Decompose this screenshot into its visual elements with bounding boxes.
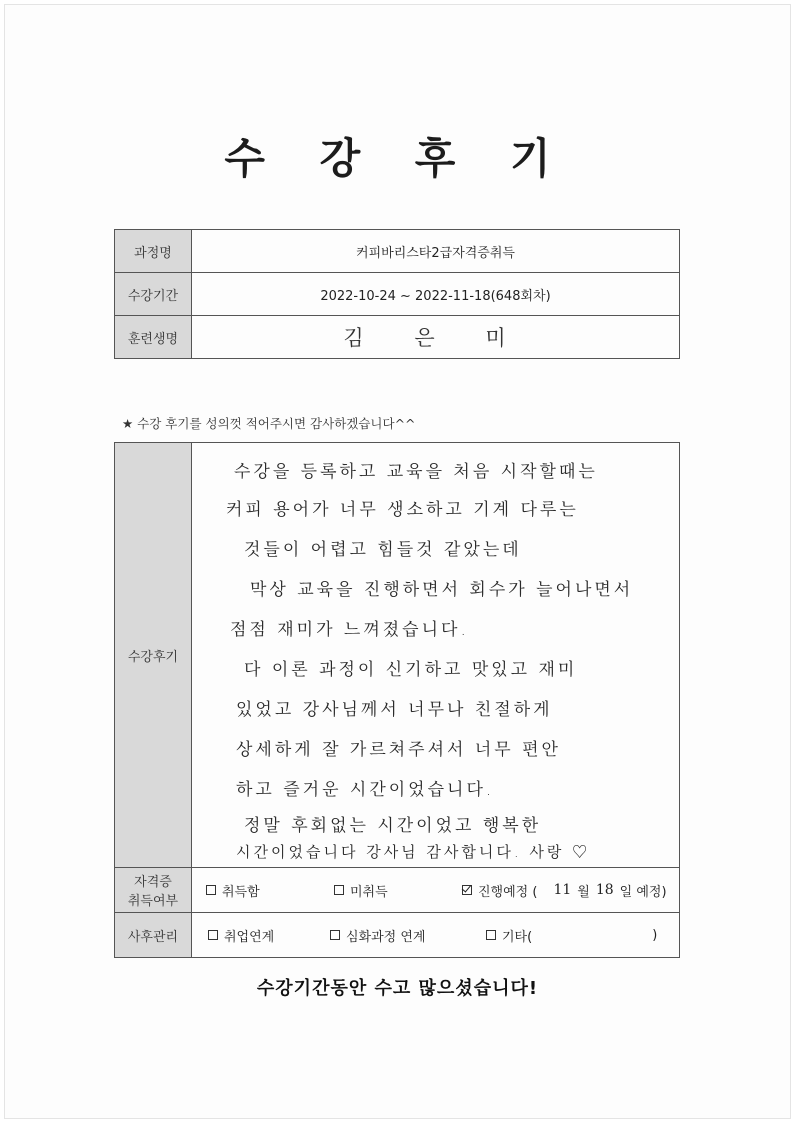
checkbox-other[interactable] (486, 930, 496, 940)
table-row (115, 273, 680, 316)
review-line: 막상 교육을 진행하면서 회수가 늘어나면서 (250, 580, 634, 600)
planned-month-unit: 월 (577, 884, 590, 900)
option-other-label: 기타( (502, 929, 533, 945)
checkbox-advanced[interactable] (330, 930, 340, 940)
certificate-label-line1: 자격증 (134, 875, 172, 890)
checkbox-planned[interactable] (462, 885, 472, 895)
planned-month: 11 (553, 882, 572, 898)
course-label: 과정명 (115, 230, 192, 273)
review-line: 있었고 강사님께서 너무나 친절하게 (236, 700, 553, 720)
option-not-acquired[interactable] (334, 881, 462, 900)
trainee-label: 훈련생명 (115, 316, 192, 359)
option-other-close: ) (652, 927, 658, 943)
certificate-label-line2: 취득여부 (127, 894, 179, 909)
review-content-cell (192, 443, 680, 868)
aftercare-options (192, 913, 680, 958)
checkbox-acquired[interactable] (206, 885, 216, 895)
page-title: 수 강 후 기 (224, 134, 571, 183)
document-page (4, 4, 791, 1119)
certificate-label (115, 868, 192, 913)
checkbox-job[interactable] (208, 930, 218, 940)
option-planned[interactable] (462, 881, 667, 900)
planned-day: 18 (595, 882, 614, 898)
option-job[interactable] (208, 926, 330, 945)
course-value: 커피바리스타2급자격증취득 (192, 230, 680, 273)
closing-message: 수강기간동안 수고 많으셨습니다! (256, 978, 539, 999)
review-line: 시간이었습니다 강사님 감사합니다. 사랑 ♡ (236, 843, 591, 861)
period-value: 2022-10-24 ~ 2022-11-18(648회차) (192, 273, 680, 316)
option-not-acquired-label: 미취득 (350, 884, 388, 900)
review-line: 다 이론 과정이 신기하고 맛있고 재미 (244, 660, 578, 680)
review-line: 커피 용어가 너무 생소하고 기계 다루는 (226, 500, 579, 520)
review-line: 것들이 어렵고 힘들것 같았는데 (244, 540, 522, 560)
trainee-name-handwritten: 김 은 미 (343, 326, 528, 350)
review-line: 점점 재미가 느껴졌습니다. (230, 620, 469, 640)
table-row (115, 316, 680, 359)
course-info-table (114, 229, 680, 359)
certificate-options (192, 868, 680, 913)
trainee-value (192, 316, 680, 359)
option-other[interactable] (486, 926, 657, 945)
review-table (114, 442, 680, 958)
planned-day-suffix: 일 예정) (619, 884, 667, 900)
option-job-label: 취업연계 (224, 929, 275, 945)
option-acquired[interactable] (206, 881, 334, 900)
option-planned-label: 진행예정 ( (478, 884, 538, 900)
checkbox-not-acquired[interactable] (334, 885, 344, 895)
review-handwriting (192, 443, 679, 867)
option-acquired-label: 취득함 (222, 884, 260, 900)
period-label: 수강기간 (115, 273, 192, 316)
notice-text: ★ 수강 후기를 성의껏 적어주시면 감사하겠습니다^^ (122, 416, 416, 431)
aftercare-label: 사후관리 (115, 913, 192, 958)
option-advanced[interactable] (330, 926, 486, 945)
review-line: 상세하게 잘 가르쳐주셔서 너무 편안 (236, 740, 561, 760)
table-row (115, 443, 680, 868)
option-advanced-label: 심화과정 연계 (346, 929, 426, 945)
review-line: 하고 즐거운 시간이었습니다. (236, 780, 495, 800)
review-line: 수강을 등록하고 교육을 처음 시작할때는 (234, 462, 598, 482)
table-row (115, 868, 680, 913)
table-row (115, 230, 680, 273)
review-label: 수강후기 (115, 443, 192, 868)
review-line: 정말 후회없는 시간이었고 행복한 (244, 816, 542, 836)
table-row (115, 913, 680, 958)
